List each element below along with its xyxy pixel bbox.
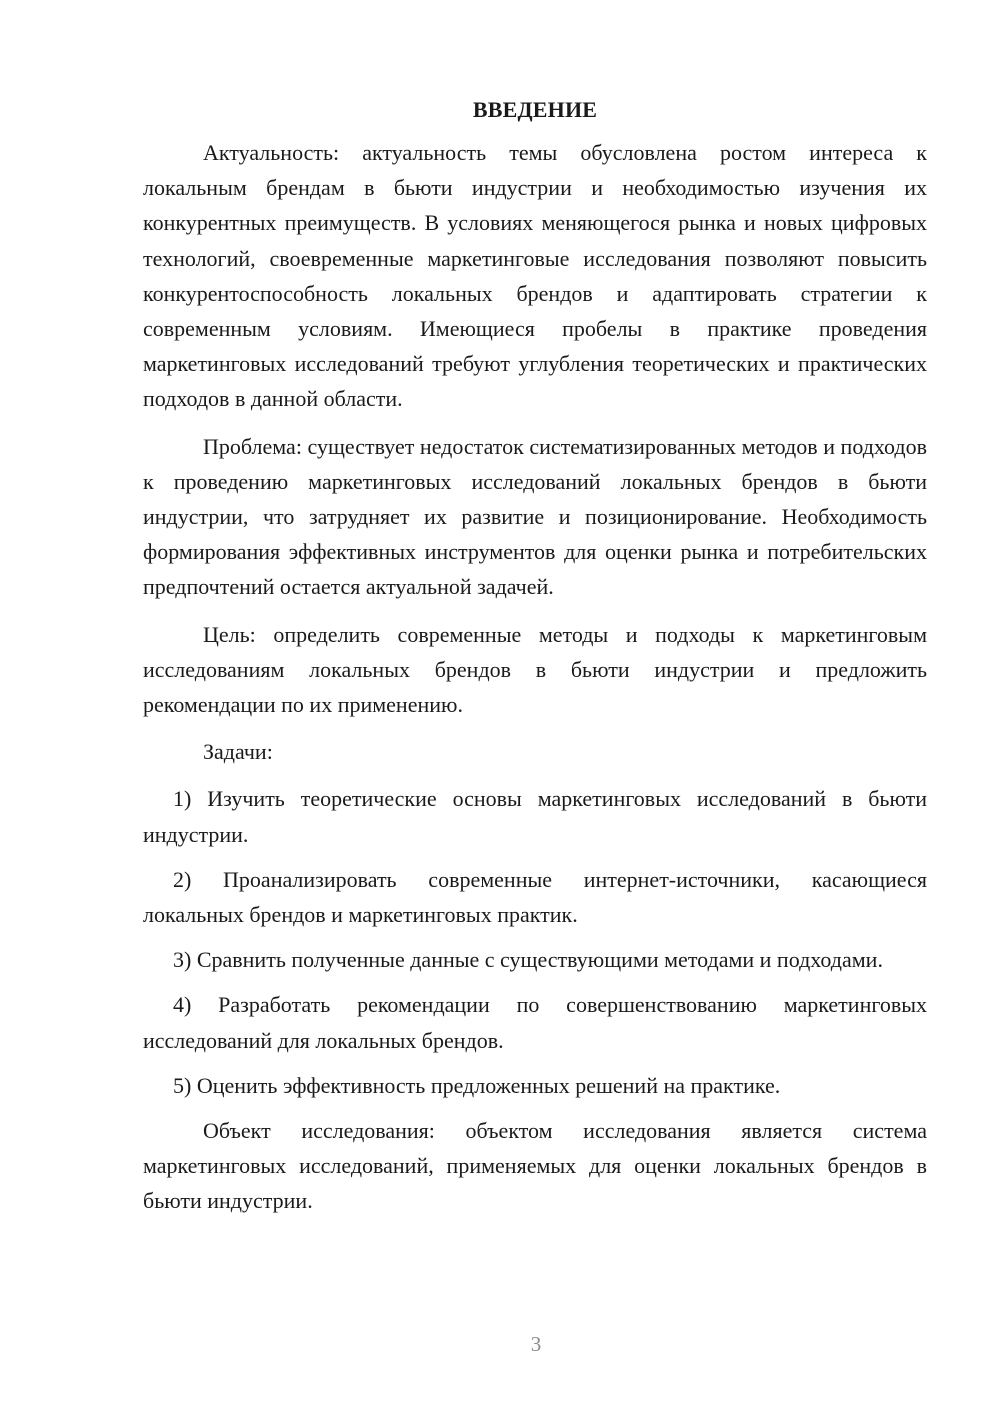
task-item-5: 5) Оценить эффективность предложенных решений на практике. — [173, 1072, 781, 1098]
page-content — [143, 94, 927, 1231]
goal-paragraph: Цель: определить современные методы и подходы к маркетинговым исследованиям локальных брендов в бьюти индустрии и предложить рекомендации по их применению. — [143, 621, 927, 718]
object-paragraph: Объект исследования: объектом исследования является система маркетинговых исследований, применяемых для оценки локальных брендов в бьюти индустрии. — [143, 1118, 927, 1214]
problem-paragraph: Проблема: существует недостаток систематизированных методов и подходов к проведению маркетинговых исследований локальных брендов в бьюти индустрии, что затрудняет их развитие и позиционирование. Необходимость формирования эффективных инструментов для оценки рынка и потребительских предпочтений остается актуальной задачей. — [143, 433, 927, 600]
task-item-3: 3) Сравнить полученные данные с существующими методами и подходами. — [173, 947, 883, 973]
task-item-1: 1) Изучить теоретические основы маркетинговых исследований в бьюти индустрии. — [143, 786, 927, 847]
tasks-label: Задачи: — [203, 739, 273, 765]
relevance-paragraph: Актуальность: актуальность темы обусловлена ростом интереса к локальным брендам в бьюти индустрии и необходимостью изучения их конкурентных преимуществ. В условиях меняющегося рынка и новых цифровых технологий, своевременные маркетинговые исследования позволяют повысить конкурентоспособность локальных брендов и адаптировать стратегии к современным условиям. Имеющиеся пробелы в практике проведения маркетинговых исследований требуют углубления теоретических и практических подходов в данной области. — [143, 140, 927, 412]
section-title: ВВЕДЕНИЕ — [472, 97, 598, 122]
task-item-4: 4) Разработать рекомендации по совершенствованию маркетинговых исследований для локальных брендов. — [143, 992, 927, 1053]
tasks-list — [143, 781, 927, 1103]
task-item-2: 2) Проанализировать современные интернет-источники, касающиеся локальных брендов и маркетинговых практик. — [143, 866, 927, 928]
page-number: 3 — [530, 1332, 542, 1356]
